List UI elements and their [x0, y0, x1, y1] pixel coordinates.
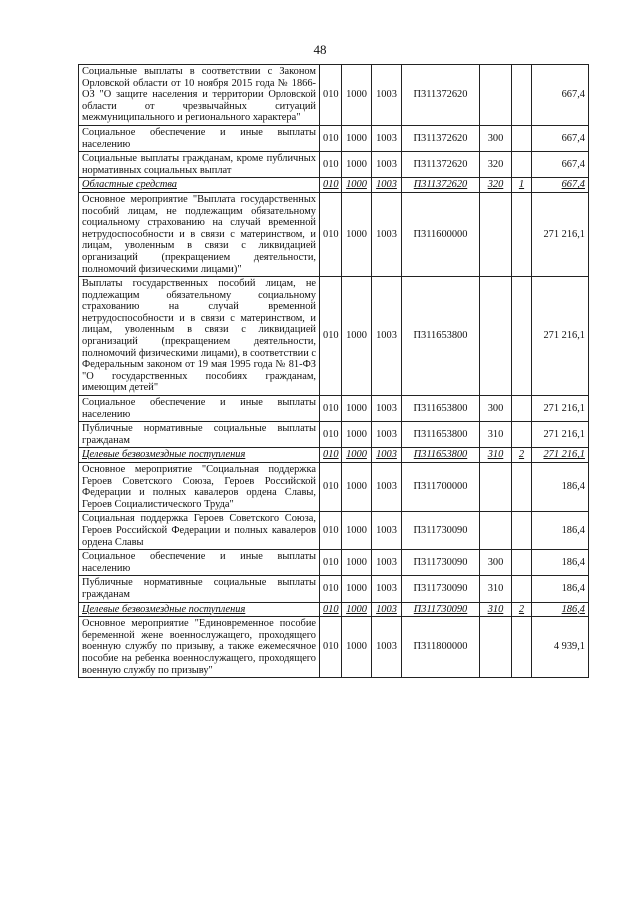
row-subsection-code: 1003: [372, 602, 402, 617]
row-subsection-code: 1003: [372, 448, 402, 463]
row-name: Целевые безвозмездные поступления: [79, 602, 320, 617]
row-target-article-code: П311653800: [402, 448, 480, 463]
row-name: Социальное обеспечение и иные выплаты населению: [79, 396, 320, 422]
row-expense-type-code: 310: [480, 448, 512, 463]
table-row: [79, 192, 589, 276]
row-grbs-code: 010: [320, 512, 342, 550]
row-subsection-code: 1003: [372, 576, 402, 602]
row-grbs-code: 010: [320, 396, 342, 422]
row-name: Социальное обеспечение и иные выплаты населению: [79, 125, 320, 151]
row-subsection-code: 1003: [372, 463, 402, 512]
row-section-code: 1000: [342, 422, 372, 448]
row-grbs-code: 010: [320, 65, 342, 126]
row-amount: 271 216,1: [532, 448, 589, 463]
row-amount: 186,4: [532, 576, 589, 602]
row-expense-type-code: 300: [480, 125, 512, 151]
row-target-article-code: П311653800: [402, 277, 480, 396]
row-subsection-code: 1003: [372, 277, 402, 396]
row-target-article-code: П311372620: [402, 152, 480, 178]
row-section-code: 1000: [342, 550, 372, 576]
row-source-code: [512, 463, 532, 512]
row-amount: 271 216,1: [532, 422, 589, 448]
row-source-code: [512, 152, 532, 178]
row-name: Целевые безвозмездные поступления: [79, 448, 320, 463]
row-section-code: 1000: [342, 192, 372, 276]
row-subsection-code: 1003: [372, 550, 402, 576]
row-name: Публичные нормативные социальные выплаты гражданам: [79, 422, 320, 448]
row-subsection-code: 1003: [372, 192, 402, 276]
row-amount: 186,4: [532, 550, 589, 576]
row-section-code: 1000: [342, 178, 372, 193]
row-amount: 186,4: [532, 463, 589, 512]
table-row: [79, 463, 589, 512]
table-row: [79, 277, 589, 396]
row-expense-type-code: [480, 512, 512, 550]
row-source-code: 2: [512, 448, 532, 463]
table-row: [79, 602, 589, 617]
row-section-code: 1000: [342, 152, 372, 178]
row-source-code: [512, 192, 532, 276]
row-source-code: [512, 422, 532, 448]
row-source-code: [512, 576, 532, 602]
row-name: Публичные нормативные социальные выплаты гражданам: [79, 576, 320, 602]
row-source-code: 2: [512, 602, 532, 617]
table-row: [79, 178, 589, 193]
row-target-article-code: П311730090: [402, 550, 480, 576]
row-source-code: [512, 512, 532, 550]
row-name: Социальное обеспечение и иные выплаты населению: [79, 550, 320, 576]
table-row: [79, 65, 589, 126]
row-expense-type-code: 310: [480, 576, 512, 602]
row-name: Основное мероприятие "Социальная поддержка Героев Советского Союза, Героев Российской Федерации и полных кавалеров ордена Славы, Героев Социалистического Труда": [79, 463, 320, 512]
row-target-article-code: П311730090: [402, 576, 480, 602]
row-section-code: 1000: [342, 617, 372, 678]
row-expense-type-code: 300: [480, 550, 512, 576]
row-subsection-code: 1003: [372, 125, 402, 151]
row-section-code: 1000: [342, 396, 372, 422]
row-subsection-code: 1003: [372, 422, 402, 448]
row-target-article-code: П311600000: [402, 192, 480, 276]
row-section-code: 1000: [342, 576, 372, 602]
page-number: 48: [313, 42, 327, 57]
row-amount: 271 216,1: [532, 396, 589, 422]
row-amount: 186,4: [532, 602, 589, 617]
row-amount: 271 216,1: [532, 277, 589, 396]
row-grbs-code: 010: [320, 152, 342, 178]
row-target-article-code: П311730090: [402, 512, 480, 550]
row-subsection-code: 1003: [372, 512, 402, 550]
row-expense-type-code: 300: [480, 396, 512, 422]
table-row: [79, 448, 589, 463]
row-target-article-code: П311653800: [402, 396, 480, 422]
row-section-code: 1000: [342, 125, 372, 151]
row-expense-type-code: [480, 192, 512, 276]
row-target-article-code: П311800000: [402, 617, 480, 678]
table-row: [79, 396, 589, 422]
row-section-code: 1000: [342, 602, 372, 617]
row-grbs-code: 010: [320, 277, 342, 396]
table-row: [79, 512, 589, 550]
row-expense-type-code: 320: [480, 152, 512, 178]
row-source-code: [512, 277, 532, 396]
row-subsection-code: 1003: [372, 65, 402, 126]
row-grbs-code: 010: [320, 192, 342, 276]
row-name: Основное мероприятие "Единовременное пособие беременной жене военнослужащего, проходящего военную службу по призыву, а также ежемесячное пособие на ребенка военнослужащего, проходящего военную службу по призыву": [79, 617, 320, 678]
row-name: Основное мероприятие "Выплата государственных пособий лицам, не подлежащим обязательному социальному страхованию на случай временной нетрудоспособности и в связи с материнством, и лицам, уволенным в связи с ликвидацией организаций (прекращением деятельности, полномочий физическими лицами)": [79, 192, 320, 276]
row-amount: 667,4: [532, 65, 589, 126]
row-amount: 667,4: [532, 152, 589, 178]
row-source-code: [512, 65, 532, 126]
row-name: Социальная поддержка Героев Советского Союза, Героев Российской Федерации и полных кавалеров ордена Славы: [79, 512, 320, 550]
row-source-code: [512, 550, 532, 576]
row-source-code: [512, 617, 532, 678]
row-section-code: 1000: [342, 512, 372, 550]
row-target-article-code: П311730090: [402, 602, 480, 617]
row-subsection-code: 1003: [372, 396, 402, 422]
table-row: [79, 152, 589, 178]
row-expense-type-code: 320: [480, 178, 512, 193]
row-amount: 4 939,1: [532, 617, 589, 678]
row-grbs-code: 010: [320, 178, 342, 193]
row-section-code: 1000: [342, 277, 372, 396]
row-name: Областные средства: [79, 178, 320, 193]
row-section-code: 1000: [342, 448, 372, 463]
row-expense-type-code: 310: [480, 602, 512, 617]
row-target-article-code: П311700000: [402, 463, 480, 512]
row-expense-type-code: 310: [480, 422, 512, 448]
row-amount: 667,4: [532, 125, 589, 151]
row-source-code: [512, 396, 532, 422]
table-row: [79, 576, 589, 602]
table-row: [79, 125, 589, 151]
row-name: Социальные выплаты гражданам, кроме публичных нормативных социальных выплат: [79, 152, 320, 178]
row-target-article-code: П311372620: [402, 125, 480, 151]
budget-table-body: [79, 65, 589, 678]
budget-table: [78, 64, 589, 678]
row-subsection-code: 1003: [372, 178, 402, 193]
table-row: [79, 550, 589, 576]
row-source-code: 1: [512, 178, 532, 193]
row-expense-type-code: [480, 277, 512, 396]
row-target-article-code: П311372620: [402, 178, 480, 193]
row-section-code: 1000: [342, 65, 372, 126]
row-section-code: 1000: [342, 463, 372, 512]
row-target-article-code: П311372620: [402, 65, 480, 126]
row-expense-type-code: [480, 463, 512, 512]
row-amount: 186,4: [532, 512, 589, 550]
row-grbs-code: 010: [320, 576, 342, 602]
row-amount: 271 216,1: [532, 192, 589, 276]
row-subsection-code: 1003: [372, 152, 402, 178]
row-subsection-code: 1003: [372, 617, 402, 678]
row-grbs-code: 010: [320, 422, 342, 448]
row-amount: 667,4: [532, 178, 589, 193]
row-grbs-code: 010: [320, 602, 342, 617]
row-expense-type-code: [480, 65, 512, 126]
row-grbs-code: 010: [320, 448, 342, 463]
table-row: [79, 617, 589, 678]
row-name: Социальные выплаты в соответствии с Законом Орловской области от 10 ноября 2015 года № 1866-ОЗ "О защите населения и территории Орловской области от чрезвычайных ситуаций межмуниципального и регионального характера": [79, 65, 320, 126]
row-source-code: [512, 125, 532, 151]
row-grbs-code: 010: [320, 550, 342, 576]
row-grbs-code: 010: [320, 125, 342, 151]
row-target-article-code: П311653800: [402, 422, 480, 448]
table-row: [79, 422, 589, 448]
row-name: Выплаты государственных пособий лицам, не подлежащим обязательному социальному страхованию на случай временной нетрудоспособности и в связи с материнством, и лицам, уволенным в связи с ликвидацией организаций (прекращением деятельности, полномочий физическими лицами), в соответствии с Федеральным законом от 19 мая 1995 года № 81-ФЗ "О государственных пособиях гражданам, имеющим детей": [79, 277, 320, 396]
row-grbs-code: 010: [320, 617, 342, 678]
row-expense-type-code: [480, 617, 512, 678]
row-grbs-code: 010: [320, 463, 342, 512]
